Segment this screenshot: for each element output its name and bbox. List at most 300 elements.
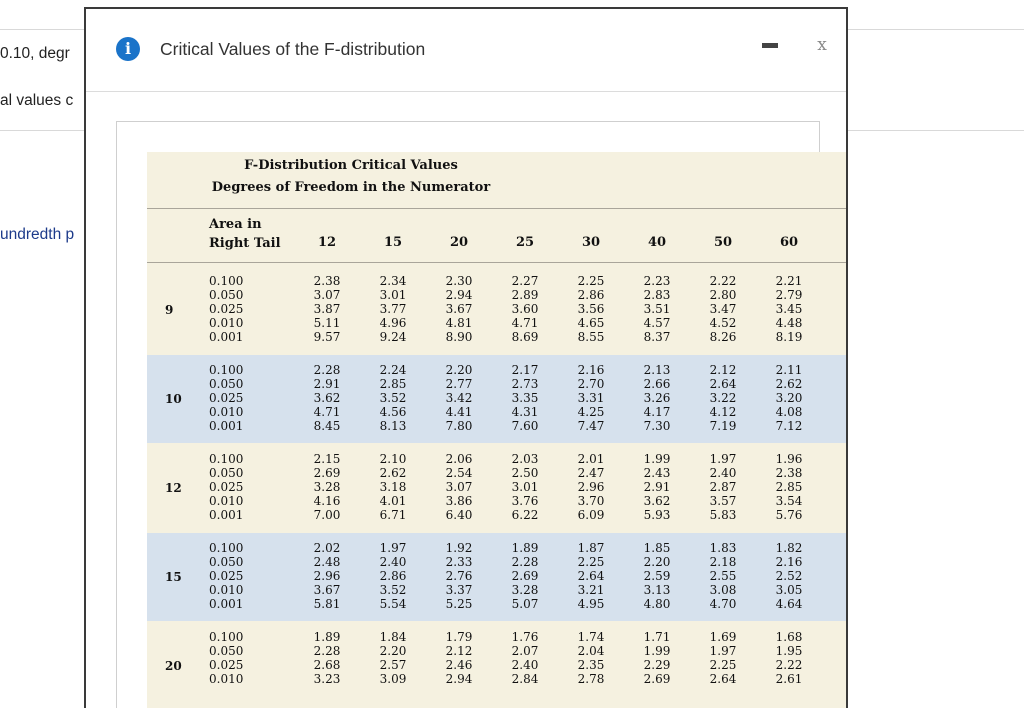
truncated-column-mark	[847, 599, 848, 607]
area-value: 0.050	[209, 644, 244, 658]
dialog-title: Critical Values of the F-distribution	[160, 39, 426, 59]
table-cell: 1.89	[313, 630, 341, 644]
table-cell: 3.67	[445, 302, 473, 316]
value-column-df-40	[632, 363, 682, 433]
table-cell: 1.76	[511, 630, 539, 644]
table-cell: 4.56	[379, 405, 407, 419]
table-cell: 4.57	[643, 316, 671, 330]
value-column-df-25	[500, 541, 550, 611]
area-value: 0.025	[209, 480, 244, 494]
table-cell: 4.12	[709, 405, 737, 419]
table-cell: 2.48	[313, 555, 341, 569]
truncated-column-mark	[847, 395, 848, 403]
table-cell: 3.70	[577, 494, 605, 508]
table-cell: 2.86	[577, 288, 605, 302]
column-header-df-50: 50	[713, 235, 733, 250]
area-value: 0.100	[209, 630, 244, 644]
area-column	[209, 452, 243, 522]
table-cell: 2.61	[775, 672, 803, 686]
area-value: 0.010	[209, 316, 244, 330]
table-cell: 2.69	[313, 466, 341, 480]
value-column-df-20	[434, 363, 484, 433]
denominator-df-label: 9	[165, 303, 174, 317]
table-cell: 1.84	[379, 630, 407, 644]
table-image-frame[interactable]	[116, 121, 820, 708]
area-value: 0.050	[209, 555, 244, 569]
table-cell: 5.25	[445, 597, 473, 611]
table-cell: 2.68	[313, 658, 341, 672]
table-cell: 5.76	[775, 508, 803, 522]
column-header-df-60: 60	[779, 235, 799, 250]
table-cell: 9.57	[313, 330, 341, 344]
table-cell: 2.17	[511, 363, 539, 377]
table-cell: 2.52	[775, 569, 803, 583]
table-cell: 3.08	[709, 583, 737, 597]
question-text-line-1: 0.10, degr	[0, 45, 70, 62]
area-value: 0.100	[209, 541, 244, 555]
value-column-df-30	[566, 541, 616, 611]
area-header-line-2: Right Tail	[209, 236, 281, 251]
table-cell: 2.35	[577, 658, 605, 672]
table-cell: 3.67	[313, 583, 341, 597]
table-cell: 2.91	[643, 480, 671, 494]
table-cell: 4.81	[445, 316, 473, 330]
table-cell: 7.19	[709, 419, 737, 433]
table-cell: 1.87	[577, 541, 605, 555]
table-cell: 8.26	[709, 330, 737, 344]
table-cell: 2.57	[379, 658, 407, 672]
table-cell: 2.66	[643, 377, 671, 391]
area-column	[209, 363, 243, 433]
close-button[interactable]: x	[817, 35, 827, 55]
table-cell: 2.20	[643, 555, 671, 569]
table-cell: 1.69	[709, 630, 737, 644]
denominator-df-label: 20	[165, 659, 182, 673]
table-cell: 3.23	[313, 672, 341, 686]
table-cell: 7.12	[775, 419, 803, 433]
table-cell: 3.86	[445, 494, 473, 508]
table-row-group-df-15	[147, 533, 848, 621]
column-header-df-15: 15	[383, 235, 403, 250]
table-cell: 5.54	[379, 597, 407, 611]
column-header-df-25: 25	[515, 235, 535, 250]
area-value: 0.100	[209, 363, 244, 377]
table-cell: 1.95	[775, 644, 803, 658]
value-column-df-15	[368, 630, 418, 686]
table-cell: 3.07	[445, 480, 473, 494]
f-distribution-table	[147, 152, 848, 708]
table-cell: 4.31	[511, 405, 539, 419]
table-cell: 2.01	[577, 452, 605, 466]
table-cell: 2.85	[775, 480, 803, 494]
table-cell: 2.02	[313, 541, 341, 555]
table-cell: 2.13	[643, 363, 671, 377]
table-cell: 2.25	[709, 658, 737, 672]
table-cell: 8.37	[643, 330, 671, 344]
value-column-df-30	[566, 452, 616, 522]
table-cell: 4.95	[577, 597, 605, 611]
area-value: 0.050	[209, 377, 244, 391]
value-column-df-20	[434, 541, 484, 611]
table-cell: 2.29	[643, 658, 671, 672]
value-column-df-15	[368, 541, 418, 611]
table-cell: 6.71	[379, 508, 407, 522]
table-cell: 2.40	[379, 555, 407, 569]
area-value: 0.010	[209, 494, 244, 508]
area-value: 0.100	[209, 452, 244, 466]
truncated-column-mark	[847, 545, 848, 553]
table-cell: 8.19	[775, 330, 803, 344]
value-column-df-60	[764, 452, 814, 522]
table-cell: 3.47	[709, 302, 737, 316]
table-cell: 1.92	[445, 541, 473, 555]
table-cell: 2.64	[577, 569, 605, 583]
table-cell: 2.40	[709, 466, 737, 480]
table-cell: 2.80	[709, 288, 737, 302]
table-cell: 3.05	[775, 583, 803, 597]
value-column-df-25	[500, 363, 550, 433]
table-cell: 2.28	[313, 644, 341, 658]
table-cell: 3.01	[511, 480, 539, 494]
area-column	[209, 630, 243, 686]
table-cell: 2.62	[775, 377, 803, 391]
table-cell: 3.21	[577, 583, 605, 597]
table-row-group-df-9	[147, 266, 848, 354]
truncated-column-mark	[847, 662, 848, 670]
table-cell: 2.87	[709, 480, 737, 494]
table-cell: 3.52	[379, 391, 407, 405]
table-cell: 3.57	[709, 494, 737, 508]
table-cell: 3.52	[379, 583, 407, 597]
table-cell: 2.96	[313, 569, 341, 583]
table-cell: 2.28	[313, 363, 341, 377]
area-column-header	[209, 215, 281, 253]
table-cell: 3.51	[643, 302, 671, 316]
table-cell: 2.16	[775, 555, 803, 569]
table-cell: 4.65	[577, 316, 605, 330]
table-cell: 3.42	[445, 391, 473, 405]
column-header-df-40: 40	[647, 235, 667, 250]
table-cell: 2.59	[643, 569, 671, 583]
table-cell: 2.30	[445, 274, 473, 288]
table-cell: 2.38	[313, 274, 341, 288]
value-column-df-30	[566, 630, 616, 686]
table-cell: 8.13	[379, 419, 407, 433]
table-cell: 5.93	[643, 508, 671, 522]
area-value: 0.001	[209, 597, 244, 611]
table-cell: 5.83	[709, 508, 737, 522]
table-cell: 2.24	[379, 363, 407, 377]
table-cell: 2.38	[775, 466, 803, 480]
table-cell: 2.76	[445, 569, 473, 583]
area-value: 0.010	[209, 672, 244, 686]
column-header-df-20: 20	[449, 235, 469, 250]
table-cell: 1.79	[445, 630, 473, 644]
truncated-column-mark	[847, 421, 848, 429]
table-cell: 2.54	[445, 466, 473, 480]
truncated-column-mark	[847, 573, 848, 581]
table-cell: 1.74	[577, 630, 605, 644]
value-column-df-40	[632, 452, 682, 522]
table-cell: 4.41	[445, 405, 473, 419]
table-cell: 3.56	[577, 302, 605, 316]
header-rule	[147, 208, 848, 209]
area-value: 0.010	[209, 583, 244, 597]
area-column	[209, 541, 243, 611]
table-cell: 4.01	[379, 494, 407, 508]
table-cell: 2.34	[379, 274, 407, 288]
table-cell: 2.94	[445, 672, 473, 686]
value-column-df-15	[368, 274, 418, 344]
table-cell: 2.23	[643, 274, 671, 288]
table-cell: 3.18	[379, 480, 407, 494]
table-cell: 8.45	[313, 419, 341, 433]
table-cell: 2.77	[445, 377, 473, 391]
table-cell: 3.28	[511, 583, 539, 597]
table-cell: 2.07	[511, 644, 539, 658]
table-cell: 2.21	[775, 274, 803, 288]
table-cell: 2.03	[511, 452, 539, 466]
table-cell: 2.69	[643, 672, 671, 686]
area-value: 0.050	[209, 288, 244, 302]
table-cell: 2.64	[709, 377, 737, 391]
truncated-column-mark	[847, 367, 848, 375]
table-cell: 2.43	[643, 466, 671, 480]
value-column-df-15	[368, 452, 418, 522]
table-cell: 3.31	[577, 391, 605, 405]
table-cell: 5.11	[313, 316, 341, 330]
table-cell: 7.80	[445, 419, 473, 433]
table-row-group-df-10	[147, 355, 848, 443]
table-cell: 1.99	[643, 644, 671, 658]
value-column-df-40	[632, 274, 682, 344]
table-cell: 1.82	[775, 541, 803, 555]
table-caption: F-Distribution Critical Values	[244, 158, 458, 173]
table-cell: 2.86	[379, 569, 407, 583]
value-column-df-50	[698, 274, 748, 344]
area-value: 0.001	[209, 508, 244, 522]
table-cell: 4.71	[511, 316, 539, 330]
table-cell: 2.25	[577, 274, 605, 288]
table-cell: 3.09	[379, 672, 407, 686]
table-cell: 2.47	[577, 466, 605, 480]
value-column-df-50	[698, 452, 748, 522]
table-cell: 3.13	[643, 583, 671, 597]
area-value: 0.100	[209, 274, 244, 288]
value-column-df-12	[302, 363, 352, 433]
table-cell: 8.55	[577, 330, 605, 344]
table-cell: 3.62	[313, 391, 341, 405]
truncated-column-mark	[847, 484, 848, 492]
table-cell: 6.09	[577, 508, 605, 522]
table-cell: 4.08	[775, 405, 803, 419]
value-column-df-40	[632, 541, 682, 611]
table-cell: 3.87	[313, 302, 341, 316]
table-cell: 5.81	[313, 597, 341, 611]
question-link-text[interactable]: undredth p	[0, 226, 75, 243]
table-cell: 3.37	[445, 583, 473, 597]
table-cell: 7.00	[313, 508, 341, 522]
table-cell: 1.83	[709, 541, 737, 555]
table-cell: 2.22	[775, 658, 803, 672]
table-cell: 4.64	[775, 597, 803, 611]
value-column-df-60	[764, 541, 814, 611]
table-cell: 3.76	[511, 494, 539, 508]
table-cell: 7.30	[643, 419, 671, 433]
table-cell: 2.20	[445, 363, 473, 377]
table-cell: 2.12	[709, 363, 737, 377]
table-cell: 4.70	[709, 597, 737, 611]
area-column	[209, 274, 243, 344]
value-column-df-40	[632, 630, 682, 686]
value-column-df-60	[764, 630, 814, 686]
table-cell: 2.22	[709, 274, 737, 288]
table-cell: 2.27	[511, 274, 539, 288]
value-column-df-25	[500, 452, 550, 522]
table-cell: 2.64	[709, 672, 737, 686]
table-cell: 2.25	[577, 555, 605, 569]
question-text-line-2: al values c	[0, 92, 74, 109]
table-cell: 8.69	[511, 330, 539, 344]
table-cell: 3.77	[379, 302, 407, 316]
table-cell: 7.60	[511, 419, 539, 433]
value-column-df-50	[698, 541, 748, 611]
value-column-df-60	[764, 363, 814, 433]
table-cell: 1.97	[709, 452, 737, 466]
value-column-df-50	[698, 363, 748, 433]
truncated-column-mark	[847, 510, 848, 518]
table-cell: 2.79	[775, 288, 803, 302]
value-column-df-12	[302, 630, 352, 686]
table-cell: 2.16	[577, 363, 605, 377]
table-cell: 7.47	[577, 419, 605, 433]
denominator-df-label: 15	[165, 570, 182, 584]
value-column-df-12	[302, 541, 352, 611]
table-cell: 4.16	[313, 494, 341, 508]
info-icon: i	[116, 37, 140, 61]
table-cell: 2.70	[577, 377, 605, 391]
table-cell: 3.07	[313, 288, 341, 302]
denominator-df-label: 12	[165, 481, 182, 495]
table-cell: 2.12	[445, 644, 473, 658]
table-cell: 2.55	[709, 569, 737, 583]
area-value: 0.001	[209, 419, 244, 433]
table-cell: 2.46	[445, 658, 473, 672]
value-column-df-12	[302, 274, 352, 344]
column-header-df-30: 30	[581, 235, 601, 250]
table-cell: 3.54	[775, 494, 803, 508]
area-value: 0.025	[209, 569, 244, 583]
area-value: 0.025	[209, 658, 244, 672]
table-cell: 1.89	[511, 541, 539, 555]
table-cell: 3.45	[775, 302, 803, 316]
denominator-df-label: 10	[165, 392, 182, 406]
table-cell: 2.85	[379, 377, 407, 391]
table-cell: 2.73	[511, 377, 539, 391]
truncated-column-mark	[847, 332, 848, 340]
table-cell: 4.48	[775, 316, 803, 330]
value-column-df-20	[434, 452, 484, 522]
minimize-button[interactable]	[762, 40, 778, 52]
truncated-column-mark	[847, 634, 848, 642]
table-subcaption: Degrees of Freedom in the Numerator	[211, 180, 491, 195]
table-cell: 1.97	[709, 644, 737, 658]
value-column-df-60	[764, 274, 814, 344]
dialog-header	[86, 9, 846, 92]
table-cell: 4.25	[577, 405, 605, 419]
truncated-column-mark	[847, 306, 848, 314]
table-cell: 3.26	[643, 391, 671, 405]
table-cell: 2.50	[511, 466, 539, 480]
table-cell: 2.96	[577, 480, 605, 494]
area-value: 0.010	[209, 405, 244, 419]
table-cell: 3.60	[511, 302, 539, 316]
table-cell: 1.68	[775, 630, 803, 644]
table-cell: 4.71	[313, 405, 341, 419]
truncated-column-mark	[847, 278, 848, 286]
table-cell: 2.18	[709, 555, 737, 569]
value-column-df-20	[434, 630, 484, 686]
column-header-df-12: 12	[317, 235, 337, 250]
table-cell: 3.22	[709, 391, 737, 405]
table-cell: 1.96	[775, 452, 803, 466]
table-row-group-df-20	[147, 622, 848, 708]
area-header-line-1: Area in	[209, 217, 262, 232]
table-cell: 2.04	[577, 644, 605, 658]
table-cell: 4.96	[379, 316, 407, 330]
value-column-df-20	[434, 274, 484, 344]
table-cell: 2.20	[379, 644, 407, 658]
header-rule-bottom	[147, 262, 848, 263]
table-cell: 3.62	[643, 494, 671, 508]
table-cell: 1.85	[643, 541, 671, 555]
table-cell: 3.28	[313, 480, 341, 494]
table-cell: 2.83	[643, 288, 671, 302]
value-column-df-25	[500, 630, 550, 686]
truncated-column-mark	[847, 456, 848, 464]
table-cell: 2.69	[511, 569, 539, 583]
table-cell: 2.33	[445, 555, 473, 569]
area-value: 0.001	[209, 330, 244, 344]
table-cell: 2.89	[511, 288, 539, 302]
table-cell: 1.71	[643, 630, 671, 644]
table-cell: 2.91	[313, 377, 341, 391]
area-value: 0.025	[209, 391, 244, 405]
table-cell: 4.80	[643, 597, 671, 611]
table-cell: 6.40	[445, 508, 473, 522]
table-cell: 2.06	[445, 452, 473, 466]
value-column-df-25	[500, 274, 550, 344]
value-column-df-30	[566, 274, 616, 344]
table-cell: 2.40	[511, 658, 539, 672]
table-cell: 4.17	[643, 405, 671, 419]
table-cell: 3.35	[511, 391, 539, 405]
value-column-df-50	[698, 630, 748, 686]
table-cell: 8.90	[445, 330, 473, 344]
truncated-column-mark	[847, 688, 848, 696]
table-cell: 2.28	[511, 555, 539, 569]
value-column-df-30	[566, 363, 616, 433]
table-cell: 1.97	[379, 541, 407, 555]
table-cell: 3.01	[379, 288, 407, 302]
table-cell: 6.22	[511, 508, 539, 522]
table-cell: 5.07	[511, 597, 539, 611]
value-column-df-12	[302, 452, 352, 522]
table-cell: 2.84	[511, 672, 539, 686]
table-row-group-df-12	[147, 444, 848, 532]
table-cell: 3.20	[775, 391, 803, 405]
table-cell: 9.24	[379, 330, 407, 344]
